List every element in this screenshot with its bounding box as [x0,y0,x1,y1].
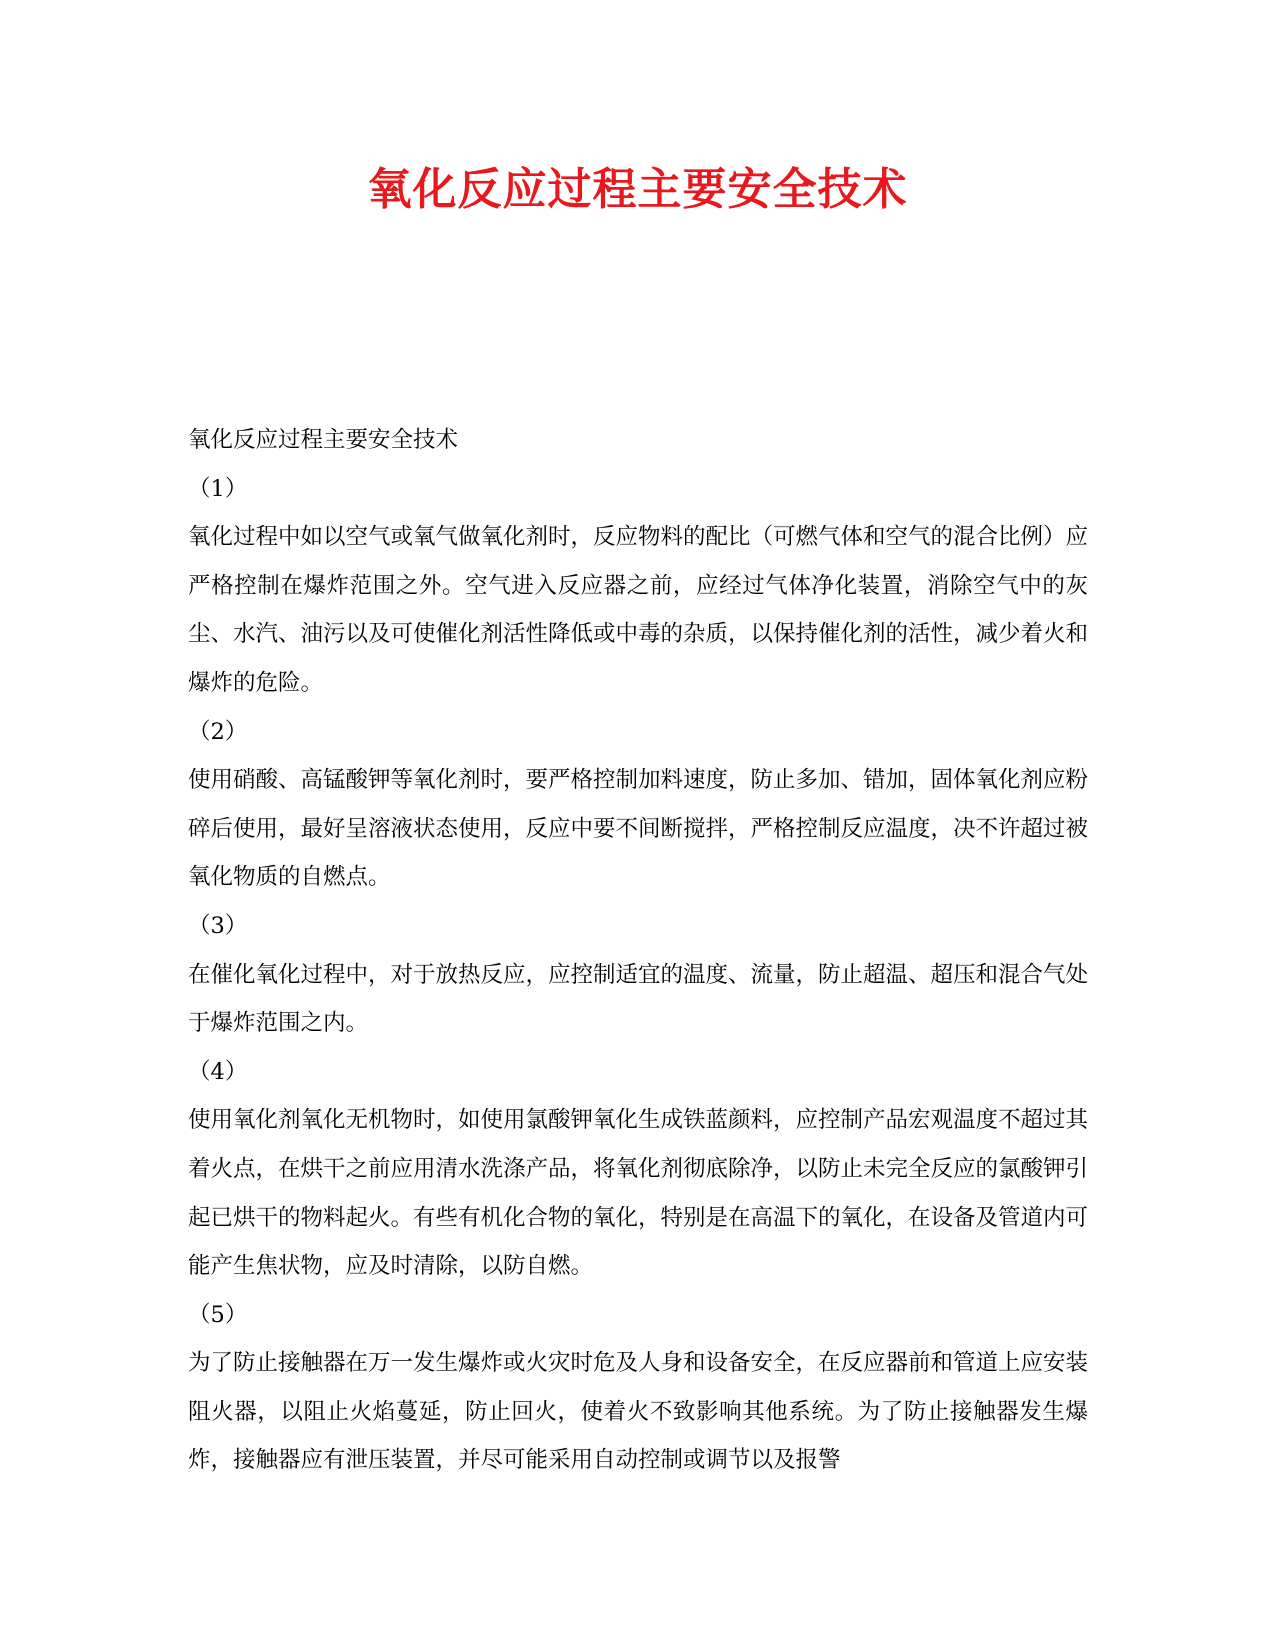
section-paragraph: 氧化过程中如以空气或氧气做氧化剂时，反应物料的配比（可燃气体和空气的混合比例）应严格控制在爆炸范围之外。空气进入反应器之前，应经过气体净化装置，消除空气中的灰尘、水汽、油污以及可使催化剂活性降低或中毒的杂质，以保持催化剂的活性，减少着火和爆炸的危险。 [188,524,1089,696]
document-title: 氧化反应过程主要安全技术 [367,164,908,215]
section-paragraph: 使用氧化剂氧化无机物时，如使用氯酸钾氧化生成铁蓝颜料，应控制产品宏观温度不超过其着火点，在烘干之前应用清水洗涤产品，将氧化剂彻底除净，以防止未完全反应的氯酸钾引起已烘干的物料起火。有些有机化合物的氧化，特别是在高温下的氧化，在设备及管道内可能产生焦状物，应及时清除，以防自燃。 [188,1107,1089,1280]
section-number: （5） [188,1301,248,1328]
document-subtitle: 氧化反应过程主要安全技术 [188,427,459,453]
section-number: （4） [188,1058,248,1085]
section-paragraph: 使用硝酸、高锰酸钾等氧化剂时，要严格控制加料速度，防止多加、错加，固体氧化剂应粉碎后使用，最好呈溶液状态使用，反应中要不间断搅拌，严格控制反应温度，决不许超过被氧化物质的自燃点。 [188,767,1089,891]
section-paragraph: 在催化氧化过程中，对于放热反应，应控制适宜的温度、流量，防止超温、超压和混合气处于爆炸范围之内。 [188,961,1089,1037]
section-number: （2） [188,718,248,745]
section-number: （3） [188,912,248,939]
section-paragraph: 为了防止接触器在万一发生爆炸或火灾时危及人身和设备安全，在反应器前和管道上应安装阻火器，以阻止火焰蔓延，防止回火，使着火不致影响其他系统。为了防止接触器发生爆炸，接触器应有泄压装置，并尽可能采用自动控制或调节以及报警 [188,1350,1089,1474]
section-number: （1） [188,475,248,502]
document-body [188,416,1088,1485]
